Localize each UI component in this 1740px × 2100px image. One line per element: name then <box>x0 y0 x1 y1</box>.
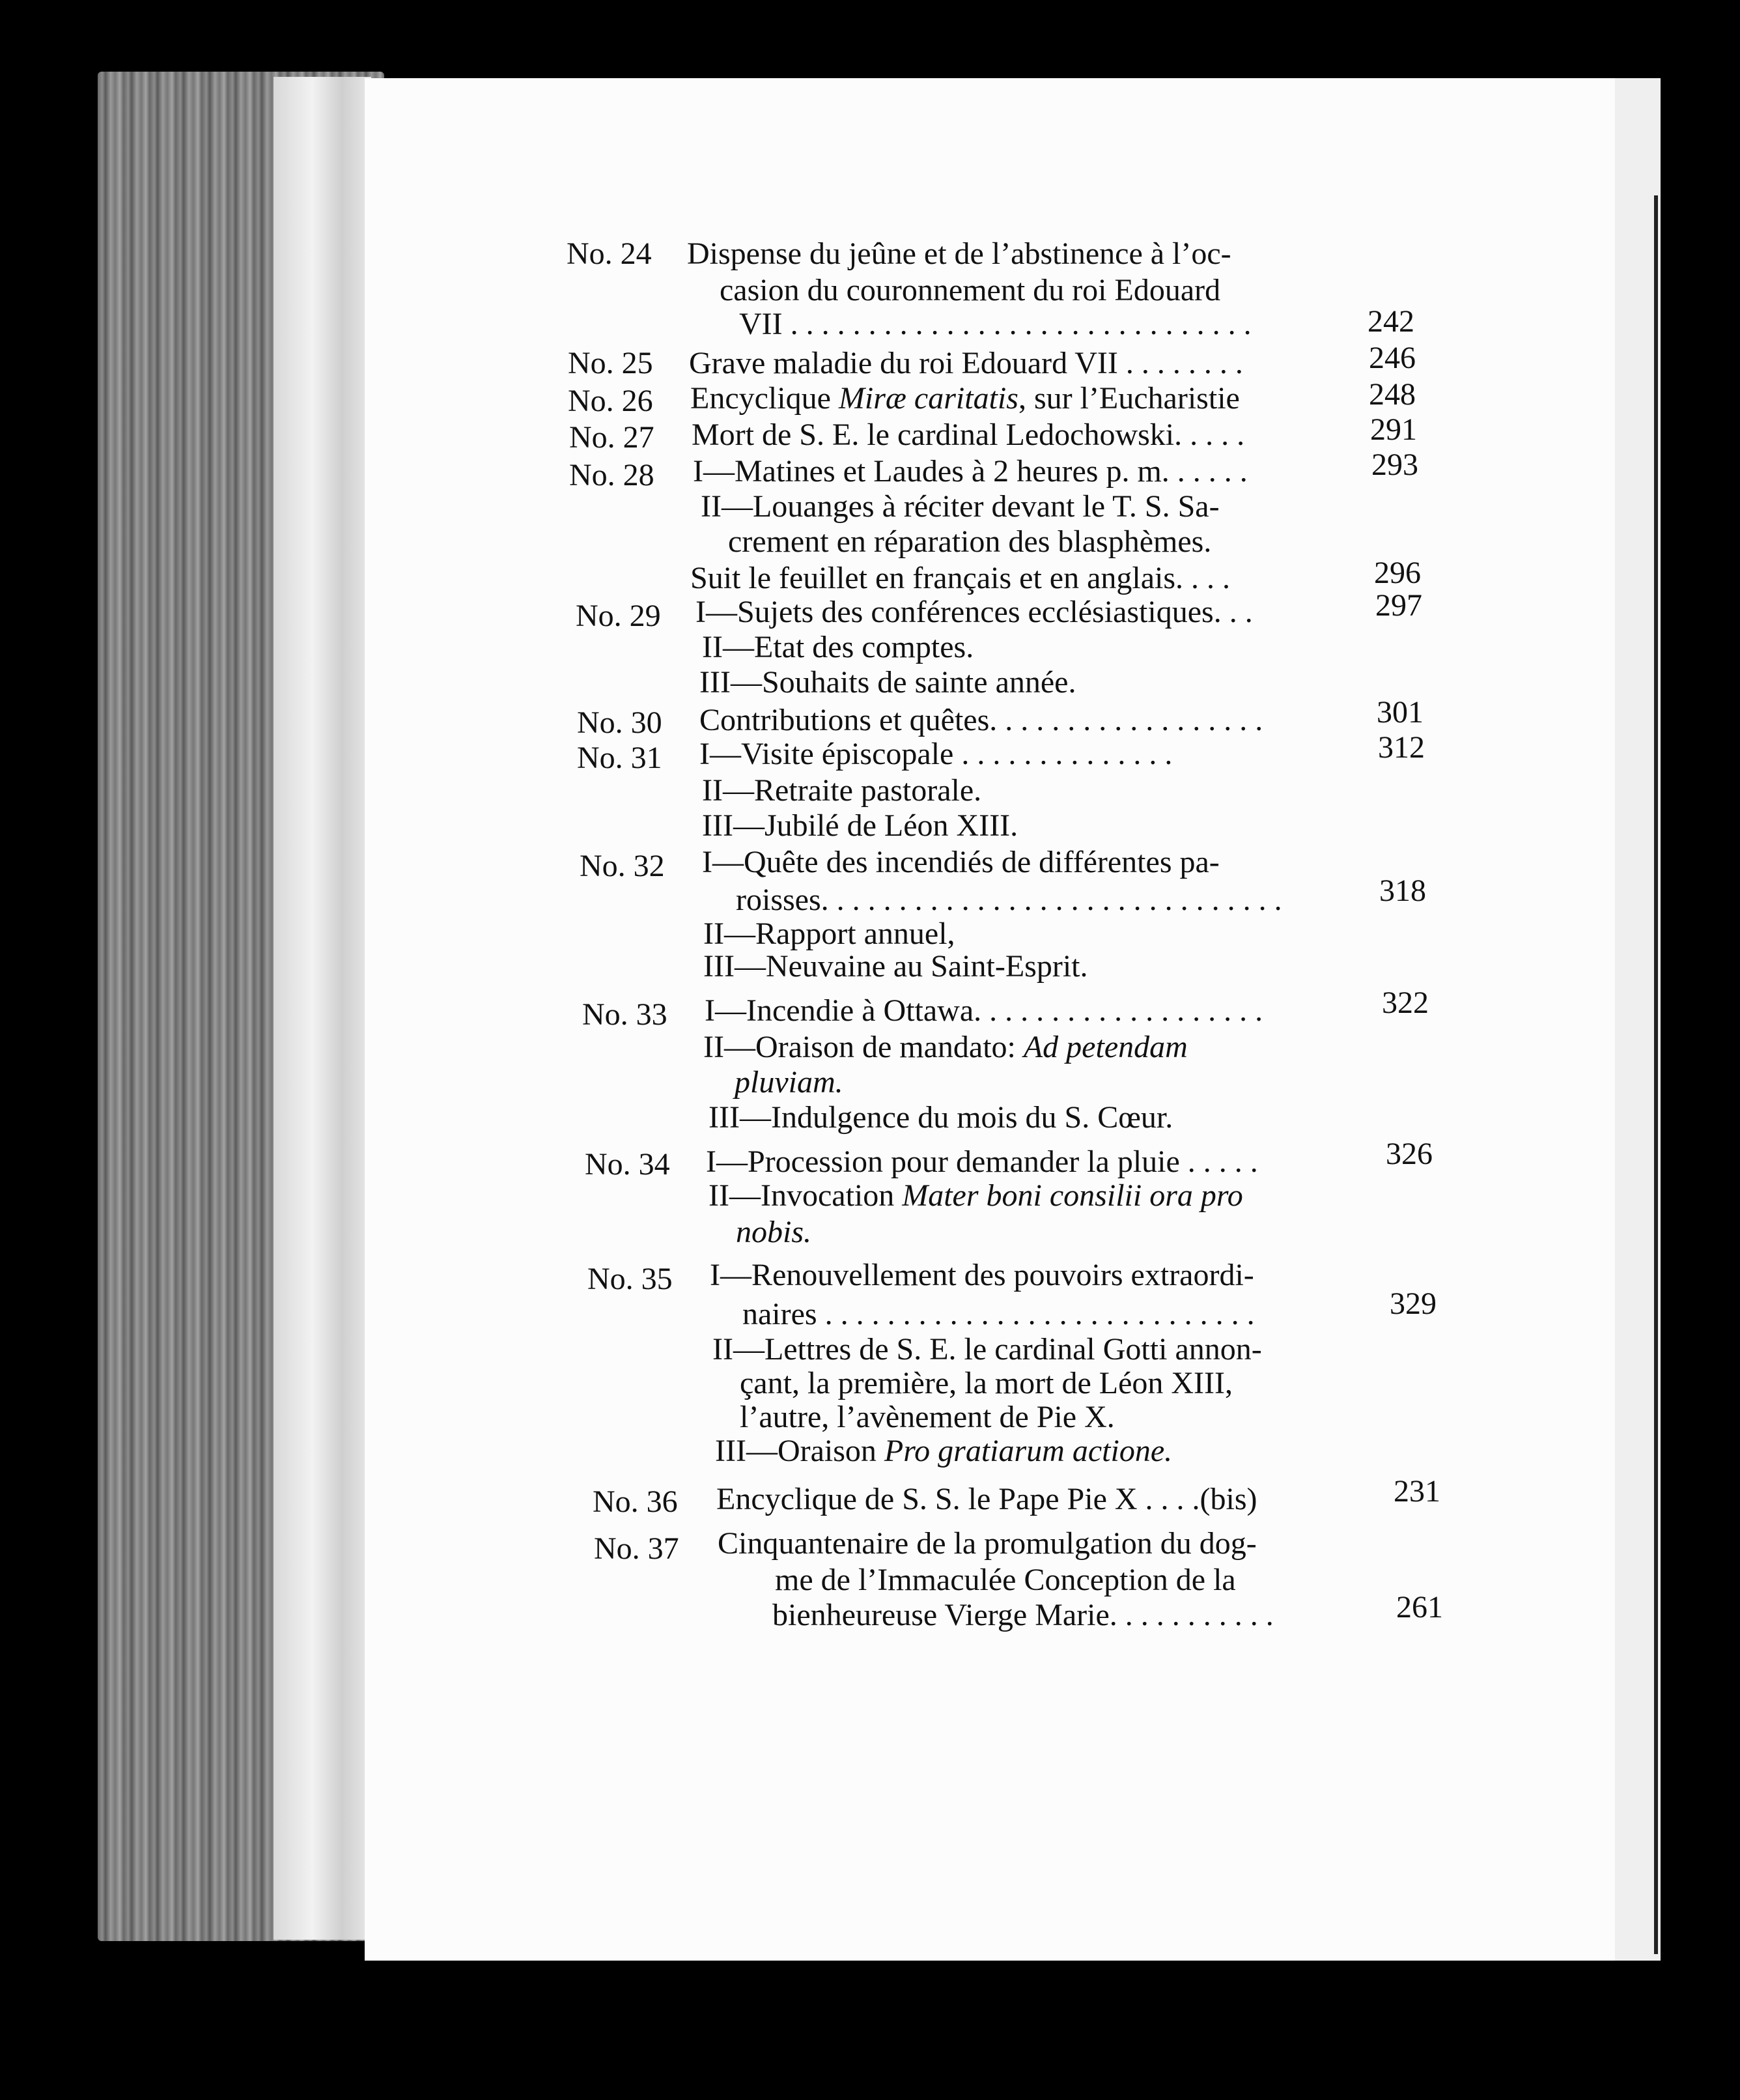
entry-line: naires . . . . . . . . . . . . . . . . . . . . . . . . . . . . <box>742 1297 1255 1331</box>
entry-line: Encyclique Miræ caritatis, sur l’Eucharistie <box>690 381 1240 416</box>
entry-line: II—Etat des comptes. <box>702 630 974 664</box>
entry-line: I—Matines et Laudes à 2 heures p. m. . . . . . <box>693 454 1248 489</box>
entry-line: II—Rapport annuel, <box>703 916 955 951</box>
book-page-edges-light <box>274 77 371 1940</box>
page-number: 301 <box>1377 695 1424 730</box>
entry-line: III—Souhaits de sainte année. <box>699 665 1076 700</box>
page-number: 242 <box>1368 304 1414 339</box>
page-number: 322 <box>1382 986 1429 1020</box>
entry-line: Mort de S. E. le cardinal Ledochowski. . . . . <box>692 418 1245 452</box>
entry-number: No. 36 <box>593 1484 678 1519</box>
entry-line: me de l’Immaculée Conception de la <box>775 1563 1236 1597</box>
page-number: 293 <box>1371 447 1418 482</box>
entry-line: III—Oraison Pro gratiarum actione. <box>715 1434 1173 1468</box>
entry-line: l’autre, l’avènement de Pie X. <box>740 1400 1115 1434</box>
page-number: 296 <box>1374 556 1421 590</box>
page-number: 248 <box>1369 377 1416 412</box>
entry-number: No. 25 <box>568 346 653 380</box>
page-number: 261 <box>1396 1590 1443 1625</box>
entry-line: VII . . . . . . . . . . . . . . . . . . . . . . . . . . . . . . <box>739 307 1252 341</box>
entry-line: I—Visite épiscopale . . . . . . . . . . . . . . <box>699 737 1173 771</box>
entry-line: II—Retraite pastorale. <box>702 773 982 808</box>
page-number: 297 <box>1375 588 1422 623</box>
adjacent-page-edge <box>1654 195 1658 1954</box>
entry-line: II—Louanges à réciter devant le T. S. Sa- <box>701 489 1220 524</box>
page-number: 329 <box>1390 1286 1437 1321</box>
entry-line: Contributions et quêtes. . . . . . . . . . . . . . . . . . <box>699 703 1263 737</box>
entry-line: III—Neuvaine au Saint-Esprit. <box>703 949 1088 984</box>
entry-line: I—Sujets des conférences ecclésiastiques. . . <box>695 595 1253 629</box>
entry-line: II—Oraison de mandato: Ad petendam <box>703 1030 1188 1064</box>
entry-line: III—Indulgence du mois du S. Cœur. <box>709 1100 1173 1135</box>
entry-number: No. 31 <box>577 741 662 775</box>
entry-number: No. 35 <box>587 1262 673 1296</box>
entry-line: roisses. . . . . . . . . . . . . . . . . . . . . . . . . . . . . . <box>736 883 1282 917</box>
entry-line: crement en réparation des blasphèmes. <box>728 524 1212 559</box>
entry-line: nobis. <box>736 1215 812 1249</box>
page-number: 318 <box>1379 873 1426 908</box>
entry-line: Dispense du jeûne et de l’abstinence à l’oc- <box>687 236 1231 271</box>
entry-line: III—Jubilé de Léon XIII. <box>702 808 1018 843</box>
entry-number: No. 30 <box>577 705 662 740</box>
entry-line: çant, la première, la mort de Léon XIII, <box>740 1366 1233 1400</box>
entry-number: No. 26 <box>568 384 653 418</box>
entry-number: No. 34 <box>585 1147 670 1182</box>
entry-line: bienheureuse Vierge Marie. . . . . . . . . . . <box>772 1598 1274 1632</box>
entry-line: I—Renouvellement des pouvoirs extraordi- <box>710 1258 1254 1292</box>
entry-number: No. 29 <box>576 599 661 633</box>
page-number: 291 <box>1370 412 1417 447</box>
entry-line: Grave maladie du roi Edouard VII . . . . . . . . <box>689 346 1243 380</box>
entry-number: No. 32 <box>580 849 665 883</box>
page-number: 312 <box>1378 730 1425 765</box>
entry-number: No. 24 <box>567 236 652 271</box>
entry-line: Cinquantenaire de la promulgation du dog- <box>718 1526 1257 1561</box>
entry-number: No. 33 <box>582 997 667 1032</box>
entry-number: No. 37 <box>594 1531 679 1566</box>
entry-line: I—Procession pour demander la pluie . . . . . <box>706 1144 1258 1179</box>
page-number: 231 <box>1394 1474 1440 1509</box>
entry-line: II—Lettres de S. E. le cardinal Gotti annon- <box>712 1332 1262 1367</box>
entry-line: pluviam. <box>735 1065 843 1100</box>
entry-number: No. 28 <box>569 458 654 492</box>
entry-number: No. 27 <box>569 420 654 455</box>
entry-line: casion du couronnement du roi Edouard <box>720 273 1221 307</box>
entry-line: Encyclique de S. S. le Pape Pie X . . . .(bis) <box>716 1482 1257 1516</box>
entry-line: I—Quête des incendiés de différentes pa- <box>702 845 1220 879</box>
entry-line: Suit le feuillet en français et en anglais. . . . <box>690 561 1231 595</box>
page-number: 246 <box>1369 341 1416 375</box>
entry-line: II—Invocation Mater boni consilii ora pro <box>709 1178 1243 1213</box>
page-number: 326 <box>1386 1137 1433 1171</box>
entry-line: I—Incendie à Ottawa. . . . . . . . . . . . . . . . . . . <box>705 993 1263 1028</box>
